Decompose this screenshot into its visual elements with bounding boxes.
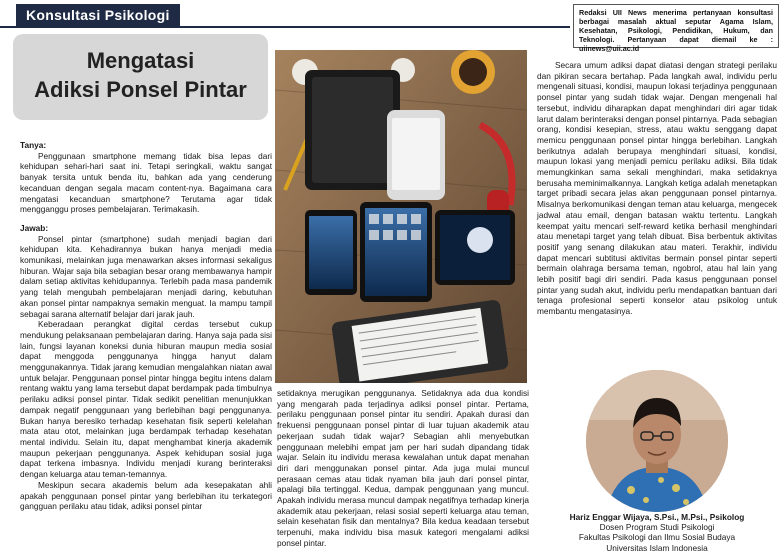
answer-paragraph: Meskipun secara akademis belum ada kesepakatan ahli apakah penggunaan ponsel pintar yang berlebihan itu terkategori gangguan perilaku atau tidak, adiksi ponsel pintar bbox=[20, 479, 272, 512]
author-portrait bbox=[586, 370, 728, 512]
answer-paragraph: setidaknya merugikan penggunanya. Setidaknya ada dua kondisi yang mengarah pada terjadinya adiksi ponsel pintar. Pertama, perilaku penggunaan ponsel pintar itu sendiri. Apakah durasi dan frekuensi penggunaan ponsel pintar di luar tujuan akademik atau pekerjaan sudah tidak wajar? Sebagian ahli menyebutkan penggunaan melebihi empat jam per hari sudah dipandang tidak wajar. Selain itu individu merasa kewalahan untuk dapat menahan diri dari menggunakan ponsel pintar. Ada juga mulai muncul perasaan cemas atau tidak nyaman bila jauh dari ponsel pintar, apalagi bila tertinggal. Kedua, dampak penggunaan yang muncul. Apakah individu merasa muncul dampak negatifnya terhadap kinerja akademik atau pekerjaan, relasi sosial seperti keluarga atau teman, selain kesehatan fisik dan mentalnya? Bila kedua keadaan tersebut terpenuhi, maka individu bisa masuk kategori mengalami adiksi ponsel pintar. bbox=[277, 388, 529, 548]
submission-notice: Redaksi UII News menerima pertanyaan konsultasi berbagai masalah aktual seputar Agama Islam, Kesehatan, Psikologi, Pendidikan, Hukum, dan Teknologi. Pertanyaan dapat diemail ke : uiinews@uii.ac.id bbox=[573, 4, 779, 48]
author-role: Dosen Program Studi Psikologi bbox=[599, 522, 715, 533]
left-column bbox=[20, 140, 272, 512]
article-title bbox=[13, 46, 268, 104]
answer-paragraph: Secara umum adiksi dapat diatasi dengan strategi perilaku dan pikiran secara bertahap. Pada langkah awal, individu perlu mengenali situasi, kondisi, maupun lokasi terjadinya penggunaan ponsel pintar yang sudah tidak wajar. Dengan mengenali hal tersebut, individu diharapkan dapat menghindari diri agar tidak larut dalam berinteraksi dengan ponsel pintarnya. Pada sebagian orang, kondisi kesepian, stress, atau waktu senggang dapat memicu penggunaan ponsel pintar hingga berlebihan. Langkah berikutnya adalah berupaya menghindari situasi, kondisi, maupun lokasi yang menjadi pemicu perilaku adiksi. Bila tidak memungkinkan sama sekali menghindari, maka setidaknya berusaha meminimalkannya. Langkah ketiga adalah menetapkan target pribadi secara jelas akan penggunaan ponsel pintarnya. Misalnya berkomunikasi dengan teman atau keluarga, mengecek jadwal atau email, dengan batasan waktu tertentu. Langkah keempat yaitu mencari self-reward ketika berhasil menghindari atau menetapi target yang telah dibuat. Bisa berbentuk aktivitas positif yang senang dilakukan atau materi. Terakhir, individu dapat mencari subtitusi aktivitas bermain ponsel pintar seperti bermain olahraga bersama teman, ngobrol, atau hal lain yang lebih positif bagi diri sendiri. Pada kasus penggunaan ponsel pintar yang sudah akut, individu perlu mendapatkan bantuan dari tenaga profesional seperti konselor atau psikolog untuk membantu mengatasinya. bbox=[537, 60, 777, 317]
devices-illustration bbox=[275, 50, 527, 383]
question-text: Penggunaan smartphone memang tidak bisa lepas dari kehidupan sehari-hari saat ini. Tetapi seringkali, waktu sangat banyak tersita untuk benda itu, bahkan ada yang cenderung kecanduan dengan segala macam content-nya. Bagaimana cara mengatasi kecanduan smartphone? Terutama agar tidak mengganggu proses pembelajaran. Terimakasih. bbox=[20, 150, 272, 215]
question-heading: Tanya: bbox=[20, 140, 47, 150]
author-faculty: Fakultas Psikologi dan Ilmu Sosial Budaya bbox=[578, 532, 736, 543]
right-column bbox=[537, 60, 777, 317]
title-line-2: Adiksi Ponsel Pintar bbox=[34, 77, 247, 102]
author-university: Universitas Islam Indonesia bbox=[606, 542, 708, 553]
rubric-rule bbox=[0, 26, 570, 28]
author-name: Hariz Enggar Wijaya, S.Psi., M.Psi., Psikolog bbox=[569, 512, 745, 522]
answer-paragraph: Keberadaan perangkat digital cerdas tersebut cukup mendukung pelaksanaan pembelajaran daring. Hanya saja pada sisi lain, fungsi layanan koneksi dunia hiburan maupun media sosial dapat menggoda penggunanya hingga hanyut dalam menggunakannya. Tidak jarang kemudian mengalahkan niatan awal untuk belajar. Penggunaan ponsel pintar hingga begitu intens dalam rentang waktu yang lama tersebut dapat berdampak pada timbulnya perilaku adiksi ponsel pintar. Tidak sedikit penelitian menunjukkan dampak negatif penggunaan yang berlebihan bagi penggunanya. Bukan hanya beresiko terhadap kesehatan fisik seperti kelelahan mata atau otot, melainkan juga berdampak terhadap kesehatan mental individu. Selain itu, dapat menghambat kinerja akademik maupun pekerjaan penggunanya. Aspek kehidupan sosial juga dapat terkena imbasnya. Individu menjadi kurang berinteraksi dengan keluarga atau teman-temannya. bbox=[20, 319, 272, 480]
middle-column bbox=[277, 388, 529, 549]
author-photo bbox=[586, 370, 728, 512]
answer-paragraph: Ponsel pintar (smartphone) sudah menjadi bagian dari kehidupan kita. Kehadirannya bukan hanya menjadi media komunikasi, melainkan juga menawarkan akses informasi sekaligus hiburan. Wajar saja bila sebagian besar orang membawanya hampir dalam setiap aktivitas kehidupannya. Terlebih pada masa pandemik yang telah mengubah pembelajaran menjadi daring, kebutuhan akan ponsel pintar nampaknya semakin menguat. Ia mampu tampil sebagai sarana alternatif belajar dari jarak jauh. bbox=[20, 233, 272, 319]
author-byline bbox=[537, 512, 777, 553]
devices-photo bbox=[275, 50, 527, 383]
rubric-label: Konsultasi Psikologi bbox=[16, 4, 180, 26]
title-line-1: Mengatasi bbox=[86, 48, 195, 73]
answer-heading: Jawab: bbox=[20, 222, 49, 233]
